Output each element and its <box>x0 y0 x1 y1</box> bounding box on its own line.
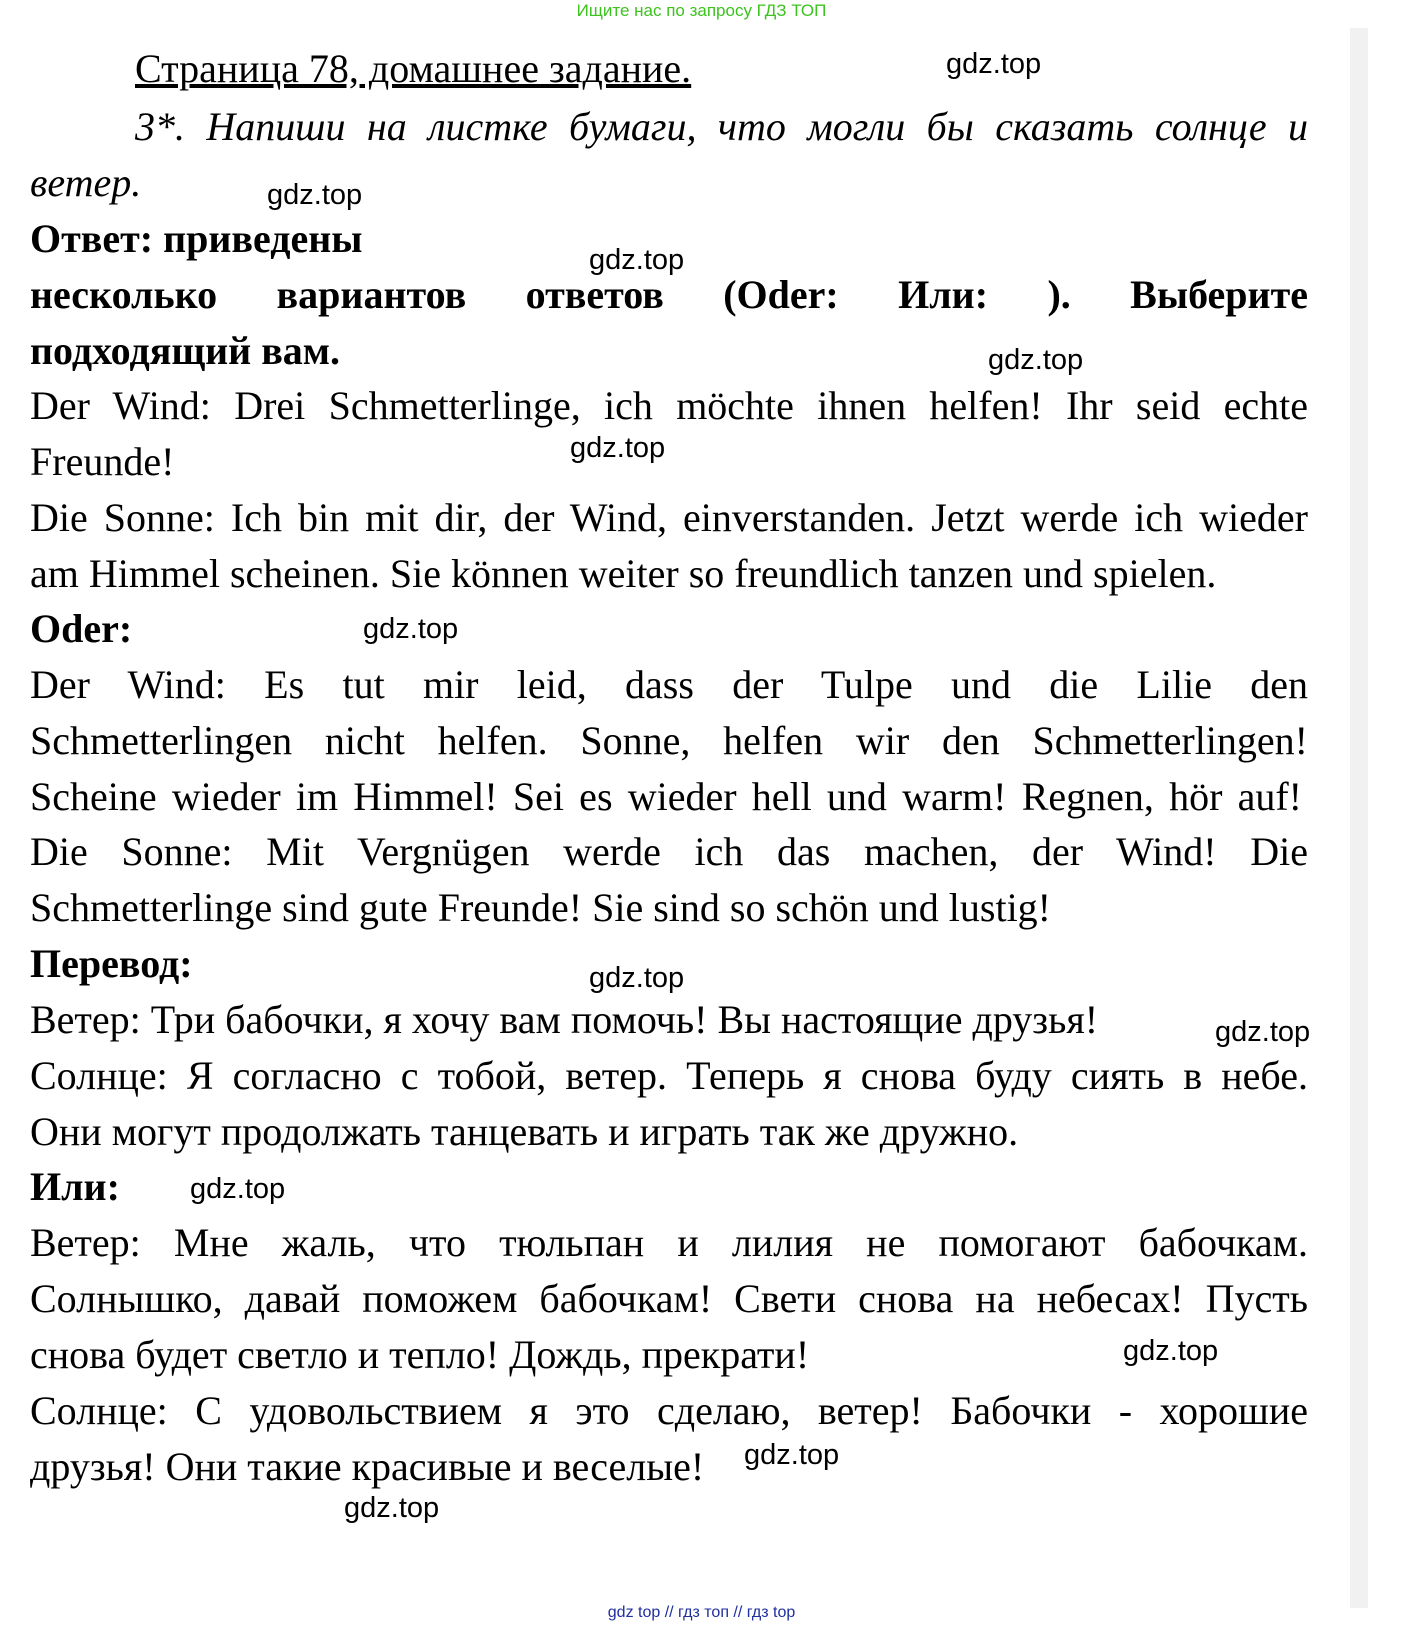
footer-links[interactable]: gdz top // гдз топ // гдз top <box>607 1604 796 1621</box>
german-1-line-2: Freunde! <box>30 439 175 484</box>
watermark: gdz.top <box>1215 1016 1311 1048</box>
top-banner[interactable]: Ищите нас по запросу ГДЗ ТОП <box>576 1 827 20</box>
watermark: gdz.top <box>589 244 685 276</box>
task-line-2: ветер. <box>30 160 142 205</box>
german-2-line-1: Der Wind: Es tut mir leid, dass der Tulpe und die Lilie den <box>30 662 1308 707</box>
ili-label: Или: <box>30 1164 120 1209</box>
watermark: gdz.top <box>744 1439 840 1471</box>
watermark: gdz.top <box>363 613 459 645</box>
german-2-line-5: Schmetterlinge sind gute Freunde! Sie sind so schön und lustig! <box>30 885 1051 930</box>
oder-label: Oder: <box>30 606 133 651</box>
page-heading: Страница 78, домашнее задание. <box>135 46 692 91</box>
answer-header-line-2: несколько вариантов ответов (Oder: Или: ). Выберите <box>30 272 1308 317</box>
german-2-line-2: Schmetterlingen nicht helfen. Sonne, helfen wir den Schmetterlingen! <box>30 718 1308 763</box>
german-1-line-4: am Himmel scheinen. Sie können weiter so freundlich tanzen und spielen. <box>30 551 1217 596</box>
russian-2-line-3: снова будет светло и тепло! Дождь, прекрати! <box>30 1332 810 1377</box>
russian-1-line-3: Они могут продолжать танцевать и играть так же дружно. <box>30 1109 1019 1154</box>
russian-1-line-2: Солнце: Я согласно с тобой, ветер. Теперь я снова буду сиять в небе. <box>30 1053 1308 1098</box>
watermark: gdz.top <box>946 48 1042 80</box>
watermark: gdz.top <box>988 344 1084 376</box>
russian-2-line-1: Ветер: Мне жаль, что тюльпан и лилия не помогают бабочкам. <box>30 1220 1308 1265</box>
german-1-line-1: Der Wind: Drei Schmetterlinge, ich möchte ihnen helfen! Ihr seid echte <box>30 383 1308 428</box>
watermark: gdz.top <box>570 432 666 464</box>
watermark: gdz.top <box>589 962 685 994</box>
russian-1-line-1: Ветер: Три бабочки, я хочу вам помочь! Вы настоящие друзья! <box>30 997 1099 1042</box>
german-2-line-4: Die Sonne: Mit Vergnügen werde ich das machen, der Wind! Die <box>30 829 1308 874</box>
russian-2-line-5: друзья! Они такие красивые и веселые! <box>30 1444 705 1489</box>
answer-header-line-3: подходящий вам. <box>30 328 341 373</box>
task-line-1: 3*. Напиши на листке бумаги, что могли бы сказать солнце и <box>135 104 1308 149</box>
watermark: gdz.top <box>190 1173 286 1205</box>
german-1-line-3: Die Sonne: Ich bin mit dir, der Wind, einverstanden. Jetzt werde ich wieder <box>30 495 1308 540</box>
watermark: gdz.top <box>267 179 363 211</box>
translation-label: Перевод: <box>30 941 193 986</box>
watermark: gdz.top <box>1123 1335 1219 1367</box>
answer-header-line-1: Ответ: приведены <box>30 216 363 261</box>
russian-2-line-2: Солнышко, давай поможем бабочкам! Свети снова на небесах! Пусть <box>30 1276 1308 1321</box>
watermark: gdz.top <box>344 1492 440 1524</box>
russian-2-line-4: Солнце: С удовольствием я это сделаю, ветер! Бабочки - хорошие <box>30 1388 1308 1433</box>
german-2-line-3: Scheine wieder im Himmel! Sei es wieder hell und warm! Regnen, hör auf! <box>30 774 1302 819</box>
